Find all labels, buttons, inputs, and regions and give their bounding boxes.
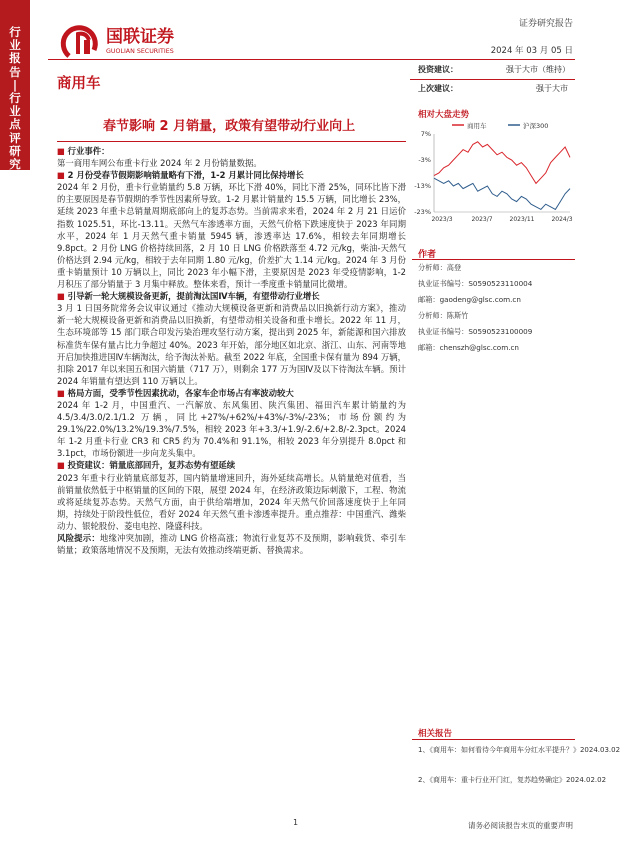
author-line: 分析师：陈斯竹 <box>418 311 469 320</box>
logo-text-en: GUOLIAN SECURITIES <box>106 48 174 55</box>
related-report-link[interactable]: 2、《商用车：重卡行业开门红，复苏趋势确定》2024.02.02 <box>418 776 607 784</box>
industry-title: 商用车 <box>57 76 101 92</box>
series-line <box>434 142 570 184</box>
y-tick-label: 7% <box>420 130 431 138</box>
report-category-sidebar <box>0 0 30 170</box>
header-divider <box>48 59 575 60</box>
x-tick-label: 2024/3 <box>551 216 573 223</box>
author-line: 执业证书编号：S0590523100009 <box>418 327 533 336</box>
invest-label: 投资建议： <box>418 65 458 74</box>
report-headline: 春节影响 2 月销量，政策有望带动行业向上 <box>103 119 356 134</box>
authors-title: 作者 <box>418 250 437 260</box>
relative-trend-chart <box>412 120 577 225</box>
page-number: 1 <box>293 818 299 827</box>
series-line <box>434 178 570 209</box>
section-text: 2024 年 2 月份，重卡行业销量约 5.8 万辆，环比下滑 40%，同比下滑 25%，同环比皆下滑的主要原因是春节假期的季节性因素所导致。1-2 月累计销量约 15.5 万辆，同比增长 23%，延续 2023 年重卡总销量周期底部向上的复苏态势。当前需求来看，2024 年 2 月 21 日运价指数 1025.51，环比-13.11。天然气车渗透率方面，天然气价格下跌速度快于 2023 年同期水平，2024 年 1 月天然气重卡销量 5945 辆，渗透率达 17.6%，相较去年同期增长 9.8pct。2 月份 LNG 价格持续回落，2 月 10 日 LNG 价格跌落至 4.72 元/kg，柴油-天然气价格达到 2.94 元/kg，相较于去年同期 1.80 元/kg，价差扩大 1.14 元/kg。2024 年 3 月份重卡销量预计 10 万辆以上，同比 2023 年小幅下滑，主要原因是 2023 年受疫情影响，1-2 月积压了部分销量于 3 月集中释放。整体来看，预计一季度重卡销量同比微增。 <box>57 182 406 290</box>
section-heading: ■ 投资建议：销量底部回升，复苏态势有望延续 <box>57 460 236 471</box>
author-line[interactable]: 邮箱：gaodeng@glsc.com.cn <box>418 295 521 304</box>
x-tick-label: 2023/3 <box>431 216 453 223</box>
bullet-icon: ■ <box>57 387 65 398</box>
disclaimer-note: 请务必阅读报告末页的重要声明 <box>468 821 573 830</box>
author-line[interactable]: 邮箱：chenszh@glsc.com.cn <box>418 343 519 352</box>
report-body <box>57 140 406 556</box>
bullet-icon: ■ <box>57 170 65 181</box>
author-line: 分析师：高登 <box>418 263 462 272</box>
related-reports-title: 相关报告 <box>418 729 453 739</box>
x-tick-label: 2023/7 <box>471 216 493 223</box>
logo-mark-icon <box>63 28 95 56</box>
section-text: 2023 年重卡行业销量底部复苏，国内销量增速回升，海外延续高增长。从销量绝对值看，当前销量依然低于中枢销量的区间的下限，展望 2024 年，在经济政策边际刺激下，工程、物流或将延续复苏态势。天然气方面，由于供给端增加，2024 年天然气价回落速度快于上年同期，持续处于阶段性低位，看好 2024 年天然气重卡渗透率提升。重点推荐：中国重汽、潍柴动力、银轮股份、菱电电控、隆盛科技。 <box>57 472 406 531</box>
section-heading: ■ 引导新一轮大规模设备更新，提前淘汰国Ⅳ车辆，有望带动行业增长 <box>57 291 320 302</box>
legend-label: 沪深300 <box>523 122 549 130</box>
related-report-link[interactable]: 1、《商用车：如何看待今年商用车分红水平提升？》2024.03.02 <box>418 746 620 754</box>
section-text: 3 月 1 日国务院常务会议审议通过《推动大规模设备更新和消费品以旧换新行动方案》，推动新一轮大规模设备更新和消费品以旧换新，有望带动相关设备和重卡增长。2022 年 11 月，生态环境部等 15 部门联合印发污染治理攻坚行动方案，提出到 2025 年，新能源和国六排放标准货车保有量占比力争超过 40%。2023 年开始，部分地区如北京、浙江、山东、河南等地开启加快推进国Ⅳ车辆淘汰，给予淘汰补贴。截至 2022 年底，全国重卡保有量为 894 万辆，扣除 2017 年以来国五和国六销量（717 万），则剩余 177 万为国Ⅳ及以下待淘汰车辆。预计 2024 年销量有望达到 110 万辆以上。 <box>57 303 406 386</box>
y-tick-label: -3% <box>418 156 431 164</box>
prev-rating-label: 上次建议： <box>418 84 458 93</box>
report-date: 2024 年 03 月 05 日 <box>490 46 573 56</box>
section-heading: ■ 格局方面，受季节性因素扰动，各家车企市场占有率波动较大 <box>57 387 294 398</box>
bullet-icon: ■ <box>57 460 65 471</box>
bullet-icon: ■ <box>57 146 65 156</box>
section-heading: ■ 2 月份受春节假期影响销量略有下滑，1-2 月累计同比保持增长 <box>57 170 304 181</box>
y-tick-label: -13% <box>414 182 431 190</box>
y-tick-label: -23% <box>414 208 431 216</box>
logo-text-cn: 国联证券 <box>106 27 174 47</box>
prev-rating-value: 强于大市 <box>536 84 568 93</box>
event-text: 第一商用车网公布重卡行业 2024 年 2 月份销量数据。 <box>57 158 262 169</box>
guolian-logo <box>64 20 214 60</box>
bullet-icon: ■ <box>57 291 65 302</box>
event-heading: ■ 行业事件： <box>57 146 110 156</box>
related-divider <box>412 739 575 740</box>
section-text: 2024 年 1-2 月，中国重汽、一汽解放、东风集团、陕汽集团、福田汽车累计销量约为 4.5/3.4/3.0/2.1/1.2 万辆，同比+27%/+62%/+43%/-3%/-23%；市场份额约为 29.1%/22.0%/13.2%/19.3%/7.5%，相较 2023 年+3.3/+1.9/-2.6/+2.8/-2.3pct。2024 年 1-2 月重卡行业 CR3 和 CR5 约为 70.4%和 91.1%，相较 2023 年分别提升 8.0pct 和 3.1pct，市场份额进一步向龙头集中。 <box>57 399 406 459</box>
author-line: 执业证书编号：S0590523110004 <box>418 279 533 288</box>
sidebar-label: 行业报告 | 行业点评研究 <box>9 25 21 172</box>
report-type: 证券研究报告 <box>518 19 573 29</box>
authors-divider <box>412 259 575 260</box>
trend-title: 相对大盘走势 <box>418 110 470 120</box>
risk-note: 风险提示：地缘冲突加剧，推动 LNG 价格高涨；物流行业复苏不及预期，影响载货、牵引车销量；政策落地情况不及预期，无法有效推动终端更新、替换需求。 <box>57 533 406 556</box>
x-tick-label: 2023/11 <box>509 216 535 223</box>
invest-value: 强于大市（维持） <box>506 65 570 74</box>
legend-label: 商用车 <box>467 122 487 130</box>
rating-divider <box>410 79 575 80</box>
